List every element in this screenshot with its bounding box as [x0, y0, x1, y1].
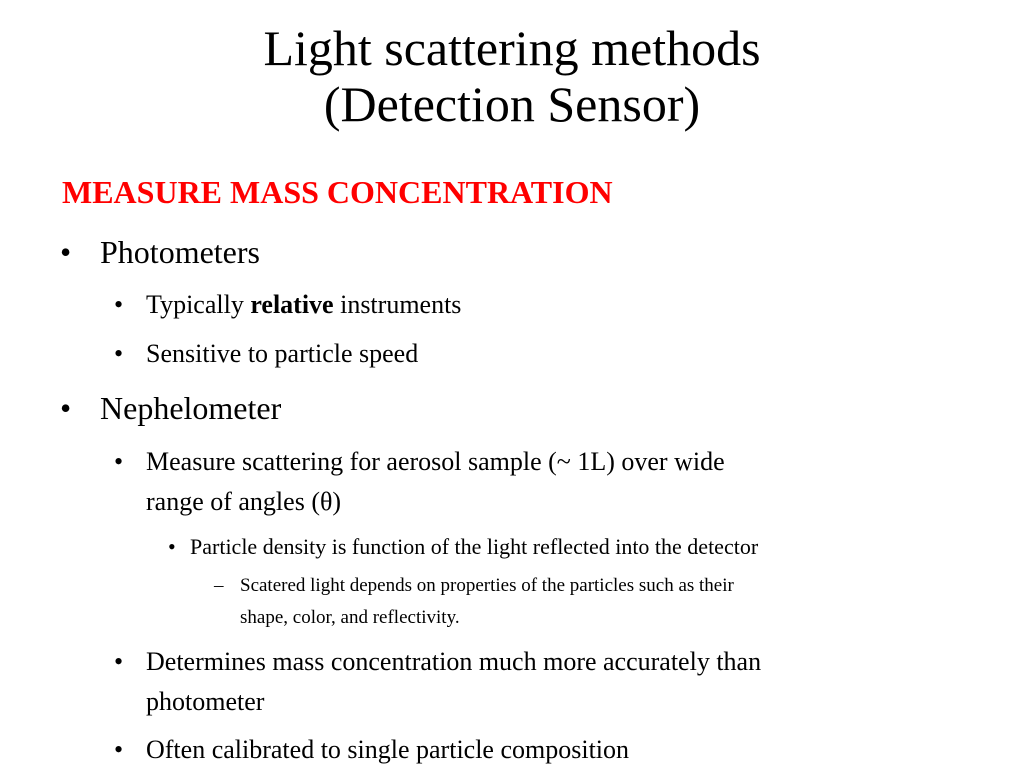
dash-bullet: –: [214, 575, 224, 596]
slide-title: [0, 20, 1024, 132]
bullet-measure-scattering: [114, 442, 725, 522]
bullet-calibrated: [114, 730, 630, 770]
bullet-label: Nephelometer: [100, 390, 282, 426]
bullet-text-line-2: range of angles (θ): [146, 487, 342, 516]
bullet-text-prefix: Typically: [146, 290, 251, 319]
bullet-dot: •: [168, 534, 176, 559]
bullet-text-line-2: shape, color, and reflectivity.: [240, 607, 460, 628]
bullet-text: Particle density is function of the light reflected into the detector: [190, 534, 759, 559]
title-line-1: Light scattering methods: [263, 20, 761, 76]
bullet-label: Photometers: [100, 234, 260, 270]
bullet-nephelometer: [60, 388, 282, 428]
bullet-text: Often calibrated to single particle composition: [146, 735, 630, 764]
bullet-dot: •: [114, 447, 124, 476]
bullet-dot: •: [114, 339, 124, 368]
bullet-text-line-2: photometer: [146, 687, 265, 716]
bullet-text-line-1: Scatered light depends on properties of the particles such as their: [240, 575, 734, 596]
bullet-text-line-1: Determines mass concentration much more accurately than: [146, 647, 762, 676]
title-line-2: (Detection Sensor): [323, 76, 701, 132]
bullet-dot: •: [114, 290, 124, 319]
bullet-text: Sensitive to particle speed: [146, 339, 419, 368]
bullet-particle-density: [168, 534, 759, 560]
bullet-mass-concentration: [114, 642, 762, 722]
bullet-text-bold: relative: [250, 290, 334, 319]
bullet-scattered-light: [214, 570, 734, 634]
bullet-particle-speed: [114, 334, 419, 374]
bullet-text-suffix: instruments: [333, 290, 462, 319]
bullet-dot: •: [60, 234, 72, 270]
bullet-photometers: [60, 232, 260, 272]
section-heading: MEASURE MASS CONCENTRATION: [62, 174, 613, 210]
bullet-dot: •: [114, 735, 124, 764]
bullet-text-line-1: Measure scattering for aerosol sample (~ 1L) over wide: [146, 447, 725, 476]
bullet-dot: •: [60, 390, 72, 426]
bullet-dot: •: [114, 647, 124, 676]
bullet-relative-instruments: [114, 285, 462, 325]
